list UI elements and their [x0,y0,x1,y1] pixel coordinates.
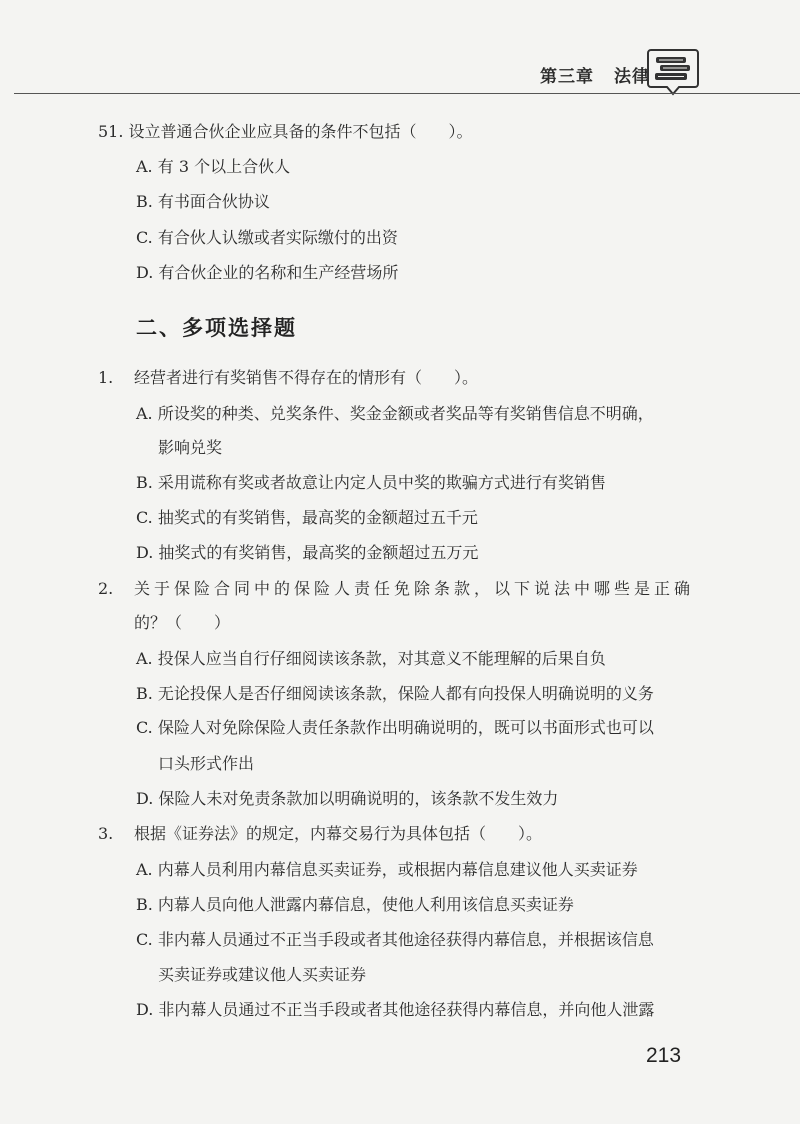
q1-option-d: D. 抽奖式的有奖销售，最高奖的金额超过五万元 [136,543,479,562]
q51-option-c: C. 有合伙人认缴或者实际缴付的出资 [136,228,398,247]
q3-option-d: D. 非内幕人员通过不正当手段或者其他途径获得内幕信息，并向他人泄露 [136,1000,655,1019]
q1-option-a: A. 所设奖的种类、兑奖条件、奖金金额或者奖品等有奖销售信息不明确， [136,404,654,423]
q2-stem-line-2: 的？（ ） [134,613,231,632]
q3-option-b: B. 内幕人员向他人泄露内幕信息，使他人利用该信息买卖证券 [136,895,574,914]
page-number: 213 [646,1044,682,1067]
chapter-title: 法律 [614,67,650,87]
section-title: 二、多项选择题 [136,316,297,340]
q2-number: 2. [98,579,114,598]
q3-option-c: C. 非内幕人员通过不正当手段或者其他途径获得内幕信息，并根据该信息 [136,930,654,949]
q2-option-c: C. 保险人对免除保险人责任条款作出明确说明的，既可以书面形式也可以 [136,718,654,737]
q3-option-a: A. 内幕人员利用内幕信息买卖证券，或根据内幕信息建议他人买卖证券 [136,860,638,879]
q2-option-a: A. 投保人应当自行仔细阅读该条款，对其意义不能理解的后果自负 [136,649,606,668]
chapter-number: 第三章 [540,67,594,87]
question-number: 51. [98,122,124,141]
q51-stem-line [98,122,473,142]
q1-stem: 经营者进行有奖销售不得存在的情形有（ ）。 [134,368,479,387]
q2-option-d: D. 保险人未对免责条款加以明确说明的，该条款不发生效力 [136,789,559,808]
q2-option-c-cont: 口头形式作出 [158,754,255,773]
q1-option-c: C. 抽奖式的有奖销售，最高奖的金额超过五千元 [136,508,478,527]
q3-option-c-cont: 买卖证券或建议他人买卖证券 [158,965,367,984]
header-divider [14,93,800,94]
question-stem: 设立普通合伙企业应具备的条件不包括（ ）。 [128,122,473,141]
q1-option-a-cont: 影响兑奖 [158,438,223,457]
q51-option-a: A. 有 3 个以上合伙人 [136,157,291,176]
q2-stem-line-1: 关于保险合同中的保险人责任免除条款，以下说法中哪些是正确 [134,579,690,598]
book-stack-icon [645,44,701,100]
q1-number: 1. [98,368,114,387]
q1-option-b: B. 采用谎称有奖或者故意让内定人员中奖的欺骗方式进行有奖销售 [136,473,606,492]
q51-option-b: B. 有书面合伙协议 [136,192,270,211]
q3-stem: 根据《证券法》的规定，内幕交易行为具体包括（ ）。 [134,824,543,843]
running-header [540,62,650,87]
q3-number: 3. [98,824,114,843]
q51-option-d: D. 有合伙企业的名称和生产经营场所 [136,263,399,282]
q2-option-b: B. 无论投保人是否仔细阅读该条款，保险人都有向投保人明确说明的义务 [136,684,654,703]
